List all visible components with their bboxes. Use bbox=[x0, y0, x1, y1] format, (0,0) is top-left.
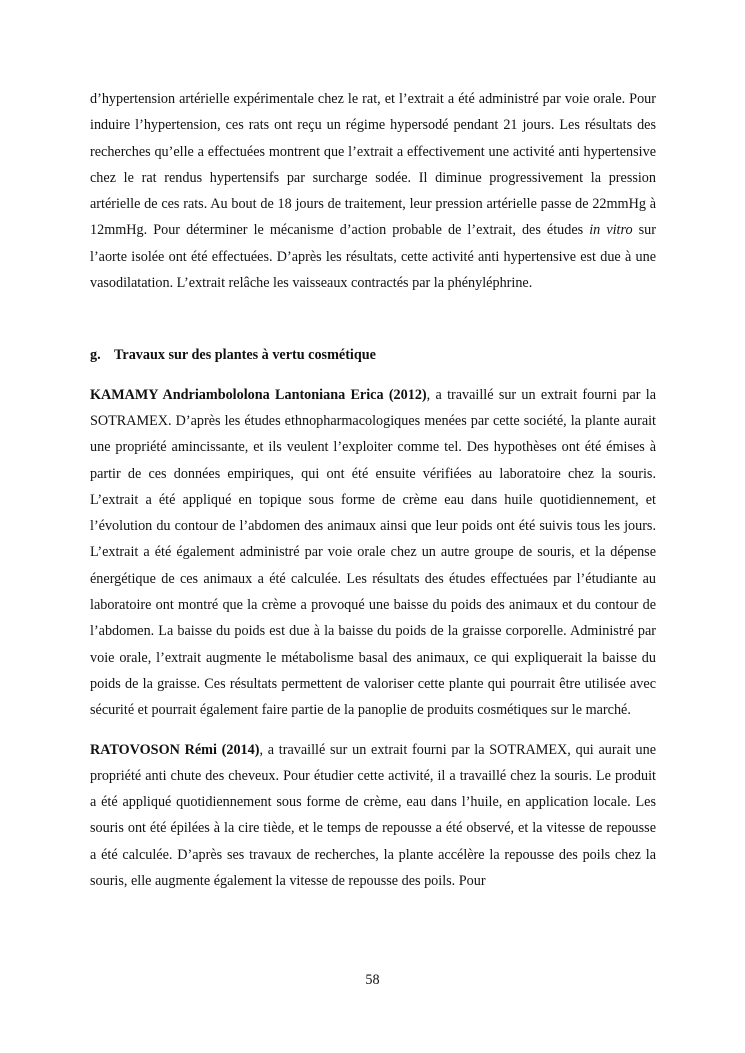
spacer bbox=[90, 369, 656, 382]
author-ratovoson: RATOVOSON Rémi (2014) bbox=[90, 741, 260, 758]
spacer bbox=[90, 296, 656, 342]
author-kamamy: KAMAMY Andriambololona Lantoniana Erica (2012) bbox=[90, 386, 427, 403]
paragraph-hypertension-text-1: d’hypertension artérielle expérimentale chez le rat, et l’extrait a été administré par voie orale. Pour induire l’hypertension, ces rats ont reçu un régime hypersodé pendant 21 jours. Les résultats des recherches qu’elle a effectuées montrent que l’extrait a effectivement une activité anti hypertensive chez le rat rendus hypertensifs par surcharge sodée. Il diminue progressivement la pression artérielle de ces rats. Au bout de 18 jours de traitement, leur pression artérielle passe de 22mmHg à 12mmHg. Pour déterminer le mécanisme d’action probable de l’extrait, des études bbox=[90, 91, 656, 239]
paragraph-hypertension-italic: in vitro bbox=[589, 222, 633, 239]
paragraph-hypertension bbox=[90, 86, 656, 296]
section-heading bbox=[90, 342, 656, 368]
paragraph-kamamy-text: , a travaillé sur un extrait fourni par la SOTRAMEX. D’après les études ethnopharmacologiques menées par cette société, la plante aurait une propriété amincissante, et ils veulent l’exploiter comme tel. Des hypothèses ont été émises à partir de ces données empiriques, qui ont été ensuite vérifiées au laboratoire chez la souris. L’extrait a été appliqué en topique sous forme de crème eau dans huile quotidiennement, et l’évolution du contour de l’abdomen des animaux ainsi que leur poids ont été suivis tous les jours. L’extrait a été également administré par voie orale chez un autre groupe de souris, et la dépense énergétique de ces animaux a été calculée. Les résultats des études effectuées par l’étudiante au laboratoire ont montré que la crème a provoqué une baisse du poids des animaux et du contour de l’abdomen. La baisse du poids est due à la baisse du poids de la graisse corporelle. Administré par voie orale, l’extrait augmente le métabolisme basal des animaux, ce qui expliquerait la baisse du poids de la graisse. Ces résultats permettent de valoriser cette plante qui pourrait être utilisée avec sécurité et pourrait également faire partie de la panoplie de produits cosmétiques sur le marché. bbox=[90, 386, 656, 719]
paragraph-ratovoson-text: , a travaillé sur un extrait fourni par la SOTRAMEX, qui aurait une propriété anti chute des cheveux. Pour étudier cette activité, il a travaillé chez la souris. Le produit a été appliqué quotidiennement sous forme de crème, eau dans l’huile, en application locale. Les souris ont été épilées à la cire tiède, et le temps de repousse a été observé, et la vitesse de repousse a été calculée. D’après ses travaux de recherches, la plante accélère la repousse des poils chez la souris, elle augmente également la vitesse de repousse des poils. Pour bbox=[90, 741, 656, 890]
paragraph-hypertension-text-2: sur l’aorte isolée ont été effectuées. D’après les résultats, cette activité anti hypertensive est due à une vasodilatation. L’extrait relâche les vaisseaux contractés par la phényléphrine. bbox=[90, 222, 656, 292]
page-number: 58 bbox=[365, 972, 380, 988]
paragraph-ratovoson bbox=[90, 737, 656, 895]
spacer bbox=[90, 724, 656, 737]
section-letter: g. bbox=[90, 347, 101, 364]
page-body bbox=[90, 86, 656, 894]
section-title: Travaux sur des plantes à vertu cosmétique bbox=[114, 347, 376, 364]
paragraph-kamamy bbox=[90, 382, 656, 724]
